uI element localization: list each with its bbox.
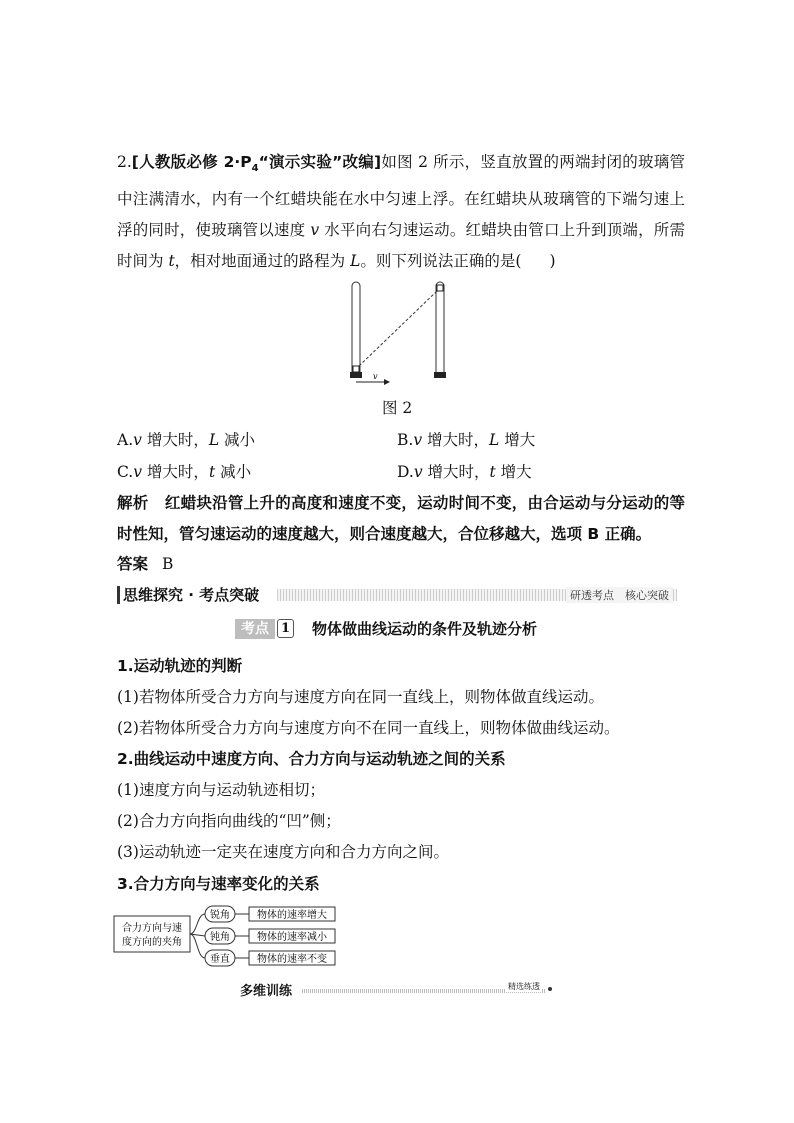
heading-1: 1.运动轨迹的判断: [117, 657, 243, 675]
training-banner: [240, 980, 552, 998]
tube-figure: [340, 278, 460, 386]
branch-angle-perpendicular: 垂直: [210, 954, 230, 965]
tube-base-right: [434, 372, 446, 378]
glass-tube-right: [436, 282, 444, 376]
h1-item-1: (1)若物体所受合力方向与速度方向在同一直线上，则物体做直线运动。: [117, 688, 604, 706]
glass-tube-left: [352, 282, 360, 376]
question-number: 2.: [117, 153, 132, 171]
branch-result-obtuse: 物体的速率减小: [257, 932, 327, 943]
root-text-2: 度方向的夹角: [122, 937, 182, 948]
banner-subtitle: 研透考点 核心突破: [566, 587, 673, 603]
branch-angle-acute: 锐角: [210, 910, 230, 921]
root-text-1: 合力方向与速: [122, 923, 182, 934]
branch-angle-obtuse: 钝角: [210, 932, 230, 943]
option-d[interactable]: D.v 增大时，t 增大: [397, 463, 532, 481]
branch-result-perpendicular: 物体的速率不变: [257, 954, 327, 965]
h1-item-2: (2)若物体所受合力方向与速度方向不在同一直线上，则物体做曲线运动。: [117, 719, 620, 737]
training-title: 多维训练: [240, 984, 293, 999]
option-b[interactable]: B.v 增大时，L 增大: [397, 431, 536, 449]
kaodian-header: [235, 619, 537, 639]
h2-item-1: (1)速度方向与运动轨迹相切；: [117, 781, 325, 799]
analysis-paragraph: [117, 488, 685, 550]
answer-label: 答案: [117, 555, 149, 573]
heading-3: 3.合力方向与速率变化的关系: [117, 875, 320, 893]
option-a[interactable]: A.v 增大时，L 减小: [117, 431, 256, 449]
branch-result-acute: 物体的速率增大: [257, 910, 327, 921]
velocity-label: v: [373, 372, 378, 381]
h2-item-2: (2)合力方向指向曲线的“凹”侧；: [117, 812, 341, 830]
trajectory-line: [359, 290, 438, 366]
section-banner: [117, 586, 677, 606]
training-subtitle: 精选练透: [508, 982, 540, 991]
wax-block-start: [353, 366, 359, 372]
analysis-label: 解析: [117, 494, 149, 512]
h2-item-3: (3)运动轨迹一定夹在速度方向和合力方向之间。: [117, 843, 449, 861]
wax-block-end: [437, 285, 443, 291]
kaodian-title: 物体做曲线运动的条件及轨迹分析: [312, 620, 538, 638]
kaodian-number: 1: [277, 619, 294, 638]
option-c[interactable]: C.v 增大时，t 减小: [117, 463, 252, 481]
figure-caption: 图 2: [382, 399, 413, 417]
tube-base-left: [350, 372, 362, 378]
banner-title: 思维探究 · 考点突破: [117, 586, 265, 604]
relation-diagram: [113, 902, 343, 972]
heading-2: 2.曲线运动中速度方向、合力方向与运动轨迹之间的关系: [117, 750, 506, 768]
question-source: [人教版必修 $2\cdot P_4“$演示实验”改编]: [131, 153, 382, 175]
answer-value: B: [162, 555, 174, 573]
question-paragraph: 2.[人教版必修 $2\cdot P_4“$演示实验”改编]如图 2 所示，竖直放置的两端封闭的玻璃管中注满清水，内有一个红蜡块能在水中匀速上浮。在红蜡块从玻璃管的下端匀速上浮的同时，使玻璃管以速度 v 水平向右匀速运动。红蜡块由管口上升到顶端，所需时间为 t，相对地面通过的路程为 L。则下列说法正确的是( ): [117, 153, 686, 271]
training-dot: [548, 987, 552, 991]
analysis-text: 红蜡块沿管上升的高度和速度不变，运动时间不变，由合运动与分运动的等时性知，管匀速运动的速度越大，则合速度越大，合位移越大，选项 B 正确。: [117, 494, 685, 543]
answer-line: [117, 553, 173, 575]
kaodian-tag: 考点: [235, 619, 275, 639]
